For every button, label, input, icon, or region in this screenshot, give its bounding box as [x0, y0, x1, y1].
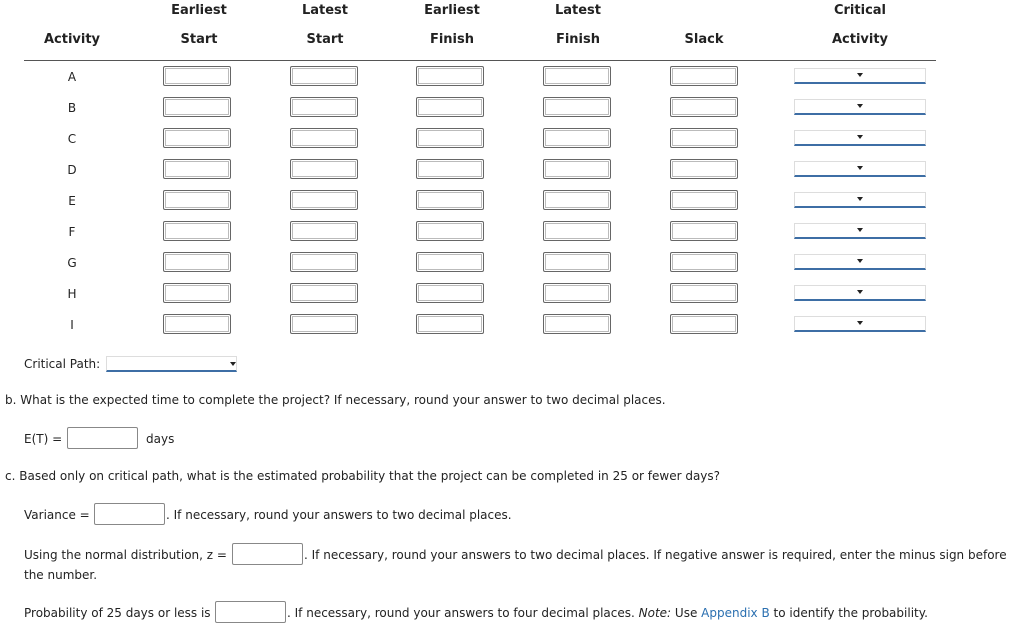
- activity-label: I: [70, 318, 74, 332]
- header-latest-start-2: Start: [306, 32, 344, 47]
- probability-note-c: Use: [674, 606, 698, 620]
- latest-finish-input[interactable]: [543, 221, 611, 241]
- critical-activity-select[interactable]: [794, 285, 926, 301]
- earliest-finish-input[interactable]: [416, 97, 484, 117]
- latest-finish-input[interactable]: [543, 159, 611, 179]
- critical-activity-select[interactable]: [794, 68, 926, 84]
- expected-time-input[interactable]: [67, 427, 138, 449]
- part-b-question: b. What is the expected time to complete the project? If necessary, round your answer to two decimal places.: [5, 393, 666, 407]
- chevron-down-icon: [857, 290, 863, 294]
- latest-finish-input[interactable]: [543, 283, 611, 303]
- earliest-finish-input[interactable]: [416, 221, 484, 241]
- probability-label: Probability of 25 days or less is: [24, 606, 211, 620]
- activity-label: G: [67, 256, 77, 270]
- header-latest-finish-2: Finish: [555, 32, 601, 47]
- earliest-start-input[interactable]: [163, 221, 231, 241]
- earliest-finish-input[interactable]: [416, 190, 484, 210]
- earliest-finish-input[interactable]: [416, 159, 484, 179]
- header-earliest-start-1: Earliest: [171, 3, 227, 18]
- z-input[interactable]: [232, 543, 303, 565]
- latest-finish-input[interactable]: [543, 66, 611, 86]
- earliest-start-input[interactable]: [163, 128, 231, 148]
- latest-start-input[interactable]: [290, 66, 358, 86]
- header-slack: Slack: [684, 32, 724, 47]
- header-earliest-finish-2: Finish: [429, 32, 475, 47]
- z-label: Using the normal distribution, z =: [24, 548, 227, 562]
- header-critical-activity-2: Activity: [831, 32, 889, 47]
- chevron-down-icon: [857, 104, 863, 108]
- variance-input[interactable]: [94, 503, 165, 525]
- activity-label: A: [67, 70, 77, 84]
- probability-note-a: . If necessary, round your answers to four decimal places.: [287, 606, 635, 620]
- critical-activity-select[interactable]: [794, 316, 926, 332]
- header-latest-finish-1: Latest: [554, 3, 602, 18]
- slack-input[interactable]: [670, 190, 738, 210]
- latest-start-input[interactable]: [290, 97, 358, 117]
- latest-start-input[interactable]: [290, 314, 358, 334]
- critical-activity-select[interactable]: [794, 99, 926, 115]
- probability-note-d: to identify the probability.: [773, 606, 928, 620]
- chevron-down-icon: [857, 259, 863, 263]
- slack-input[interactable]: [670, 97, 738, 117]
- latest-finish-input[interactable]: [543, 97, 611, 117]
- note-label: Note:: [638, 606, 672, 620]
- slack-input[interactable]: [670, 159, 738, 179]
- earliest-finish-input[interactable]: [416, 128, 484, 148]
- critical-activity-select[interactable]: [794, 161, 926, 177]
- latest-start-input[interactable]: [290, 252, 358, 272]
- latest-start-input[interactable]: [290, 128, 358, 148]
- critical-activity-select[interactable]: [794, 254, 926, 270]
- slack-input[interactable]: [670, 314, 738, 334]
- latest-finish-input[interactable]: [543, 314, 611, 334]
- earliest-finish-input[interactable]: [416, 66, 484, 86]
- header-critical-activity-1: Critical: [833, 3, 886, 18]
- chevron-down-icon: [857, 228, 863, 232]
- activity-label: F: [68, 225, 76, 239]
- expected-time-label: E(T) =: [24, 432, 63, 446]
- header-earliest-finish-1: Earliest: [424, 3, 480, 18]
- variance-note: . If necessary, round your answers to two decimal places.: [166, 508, 512, 522]
- activity-label: H: [67, 287, 77, 301]
- latest-finish-input[interactable]: [543, 252, 611, 272]
- latest-finish-input[interactable]: [543, 128, 611, 148]
- activity-label: C: [67, 132, 77, 146]
- earliest-finish-input[interactable]: [416, 252, 484, 272]
- critical-activity-select[interactable]: [794, 192, 926, 208]
- latest-start-input[interactable]: [290, 283, 358, 303]
- chevron-down-icon: [857, 197, 863, 201]
- latest-start-input[interactable]: [290, 221, 358, 241]
- header-activity: Activity: [43, 32, 101, 47]
- critical-path-select[interactable]: [106, 356, 237, 372]
- variance-label: Variance =: [24, 508, 90, 522]
- z-note-continued: the number.: [24, 568, 98, 582]
- earliest-start-input[interactable]: [163, 252, 231, 272]
- slack-input[interactable]: [670, 221, 738, 241]
- activity-label: E: [68, 194, 76, 208]
- latest-start-input[interactable]: [290, 190, 358, 210]
- earliest-start-input[interactable]: [163, 159, 231, 179]
- critical-activity-select[interactable]: [794, 130, 926, 146]
- chevron-down-icon: [857, 166, 863, 170]
- part-c-question: c. Based only on critical path, what is the estimated probability that the project can be completed in 25 or fewer days?: [5, 469, 721, 483]
- latest-start-input[interactable]: [290, 159, 358, 179]
- activity-label: D: [67, 163, 77, 177]
- chevron-down-icon: [230, 362, 236, 366]
- earliest-finish-input[interactable]: [416, 314, 484, 334]
- chevron-down-icon: [857, 73, 863, 77]
- critical-path-label: Critical Path:: [24, 357, 101, 371]
- slack-input[interactable]: [670, 128, 738, 148]
- header-latest-start-1: Latest: [301, 3, 349, 18]
- days-unit: days: [146, 432, 175, 446]
- probability-note: [287, 606, 928, 620]
- earliest-start-input[interactable]: [163, 97, 231, 117]
- header-divider: [24, 60, 936, 61]
- slack-input[interactable]: [670, 283, 738, 303]
- appendix-b-link[interactable]: Appendix B: [701, 606, 770, 620]
- earliest-start-input[interactable]: [163, 314, 231, 334]
- earliest-start-input[interactable]: [163, 190, 231, 210]
- chevron-down-icon: [857, 321, 863, 325]
- earliest-start-input[interactable]: [163, 66, 231, 86]
- earliest-start-input[interactable]: [163, 283, 231, 303]
- activity-label: B: [67, 101, 77, 115]
- earliest-finish-input[interactable]: [416, 283, 484, 303]
- chevron-down-icon: [857, 135, 863, 139]
- probability-input[interactable]: [215, 601, 286, 623]
- critical-activity-select[interactable]: [794, 223, 926, 239]
- slack-input[interactable]: [670, 66, 738, 86]
- slack-input[interactable]: [670, 252, 738, 272]
- latest-finish-input[interactable]: [543, 190, 611, 210]
- header-earliest-start-2: Start: [180, 32, 218, 47]
- z-note: . If necessary, round your answers to two decimal places. If negative answer is required, enter the minus sign before: [304, 548, 1007, 562]
